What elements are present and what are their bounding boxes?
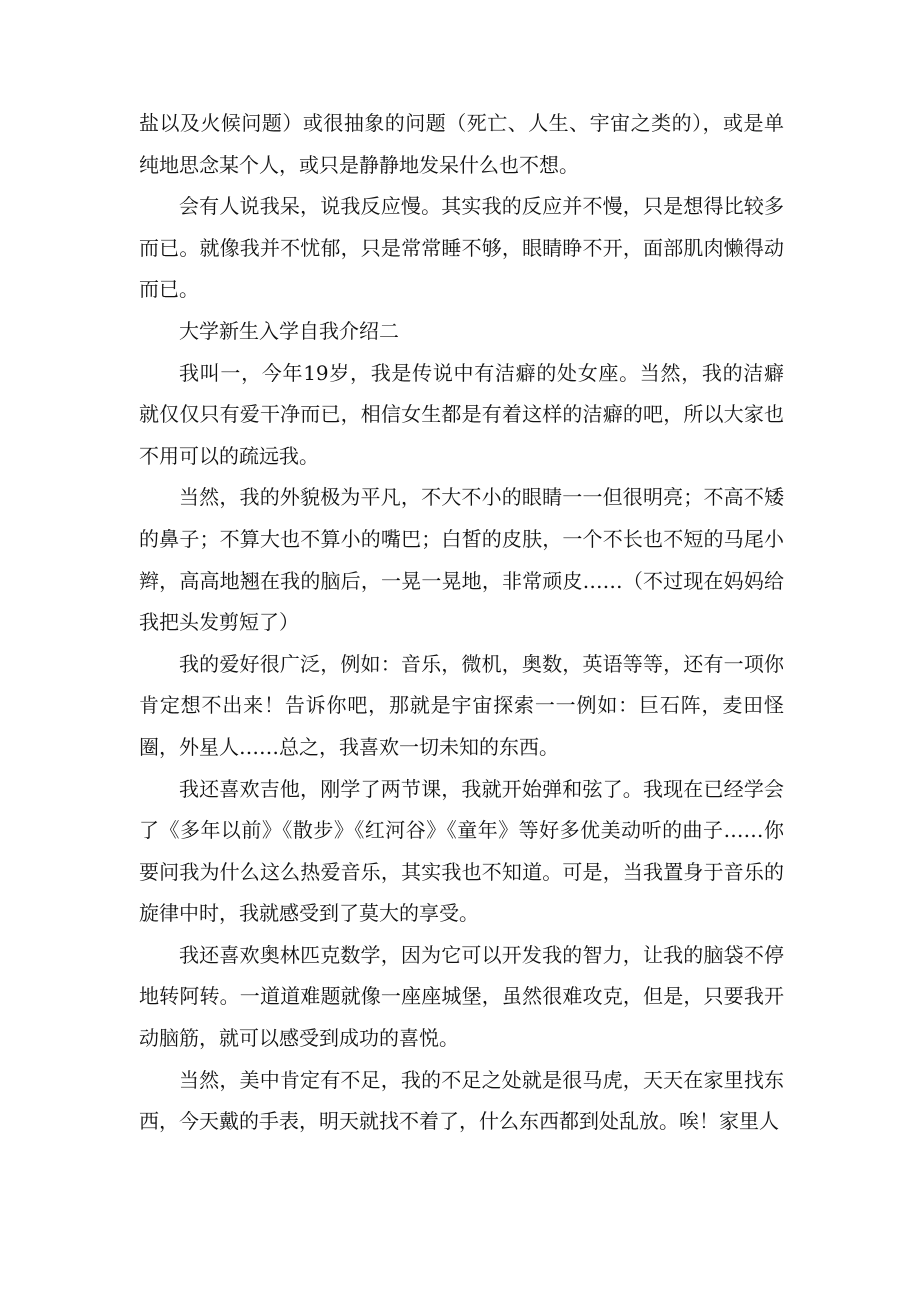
document-body <box>139 103 784 1143</box>
paragraph: 我还喜欢吉他，刚学了两节课，我就开始弹和弦了。我现在已经学会了《多年以前》《散步》《红河谷》《童年》等好多优美动听的曲子……你要问我为什么这么热爱音乐，其实我也不知道。可是，当我置身于音乐的旋律中时，我就感受到了莫大的享受。 <box>139 776 784 926</box>
paragraph: 我叫一，今年19岁，我是传说中有洁癖的处女座。当然，我的洁癖就仅仅只有爱干净而已，相信女生都是有着这样的洁癖的吧，所以大家也不用可以的疏远我。 <box>139 360 784 468</box>
paragraph: 会有人说我呆，说我反应慢。其实我的反应并不慢，只是想得比较多而已。就像我并不忧郁，只是常常睡不够，眼睛睁不开，面部肌肉懒得动而已。 <box>139 194 784 302</box>
section-heading: 大学新生入学自我介绍二 <box>179 318 399 343</box>
paragraph: 我还喜欢奥林匹克数学，因为它可以开发我的智力，让我的脑袋不停地转阿转。一道道难题就像一座座城堡，虽然很难攻克，但是，只要我开动脑筋，就可以感受到成功的喜悦。 <box>139 942 784 1051</box>
paragraph: 我的爱好很广泛，例如：音乐，微机，奥数，英语等等，还有一项你肯定想不出来！告诉你吧，那就是宇宙探索一一例如：巨石阵，麦田怪圈，外星人……总之，我喜欢一切未知的东西。 <box>139 651 784 759</box>
paragraph: 当然，我的外貌极为平凡，不大不小的眼睛一一但很明亮；不高不矮的鼻子；不算大也不算小的嘴巴；白皙的皮肤，一个不长也不短的马尾小辫，高高地翘在我的脑后，一晃一晃地，非常顽皮……（不过现在妈妈给我把头发剪短了） <box>139 485 784 635</box>
paragraph-continued: 盐以及火候问题）或很抽象的问题（死亡、人生、宇宙之类的），或是单纯地思念某个人，或只是静静地发呆什么也不想。 <box>139 111 784 177</box>
paragraph: 当然，美中肯定有不足，我的不足之处就是很马虎，天天在家里找东西，今天戴的手表，明天就找不着了，什么东西都到处乱放。唉！家里人 <box>139 1067 784 1134</box>
